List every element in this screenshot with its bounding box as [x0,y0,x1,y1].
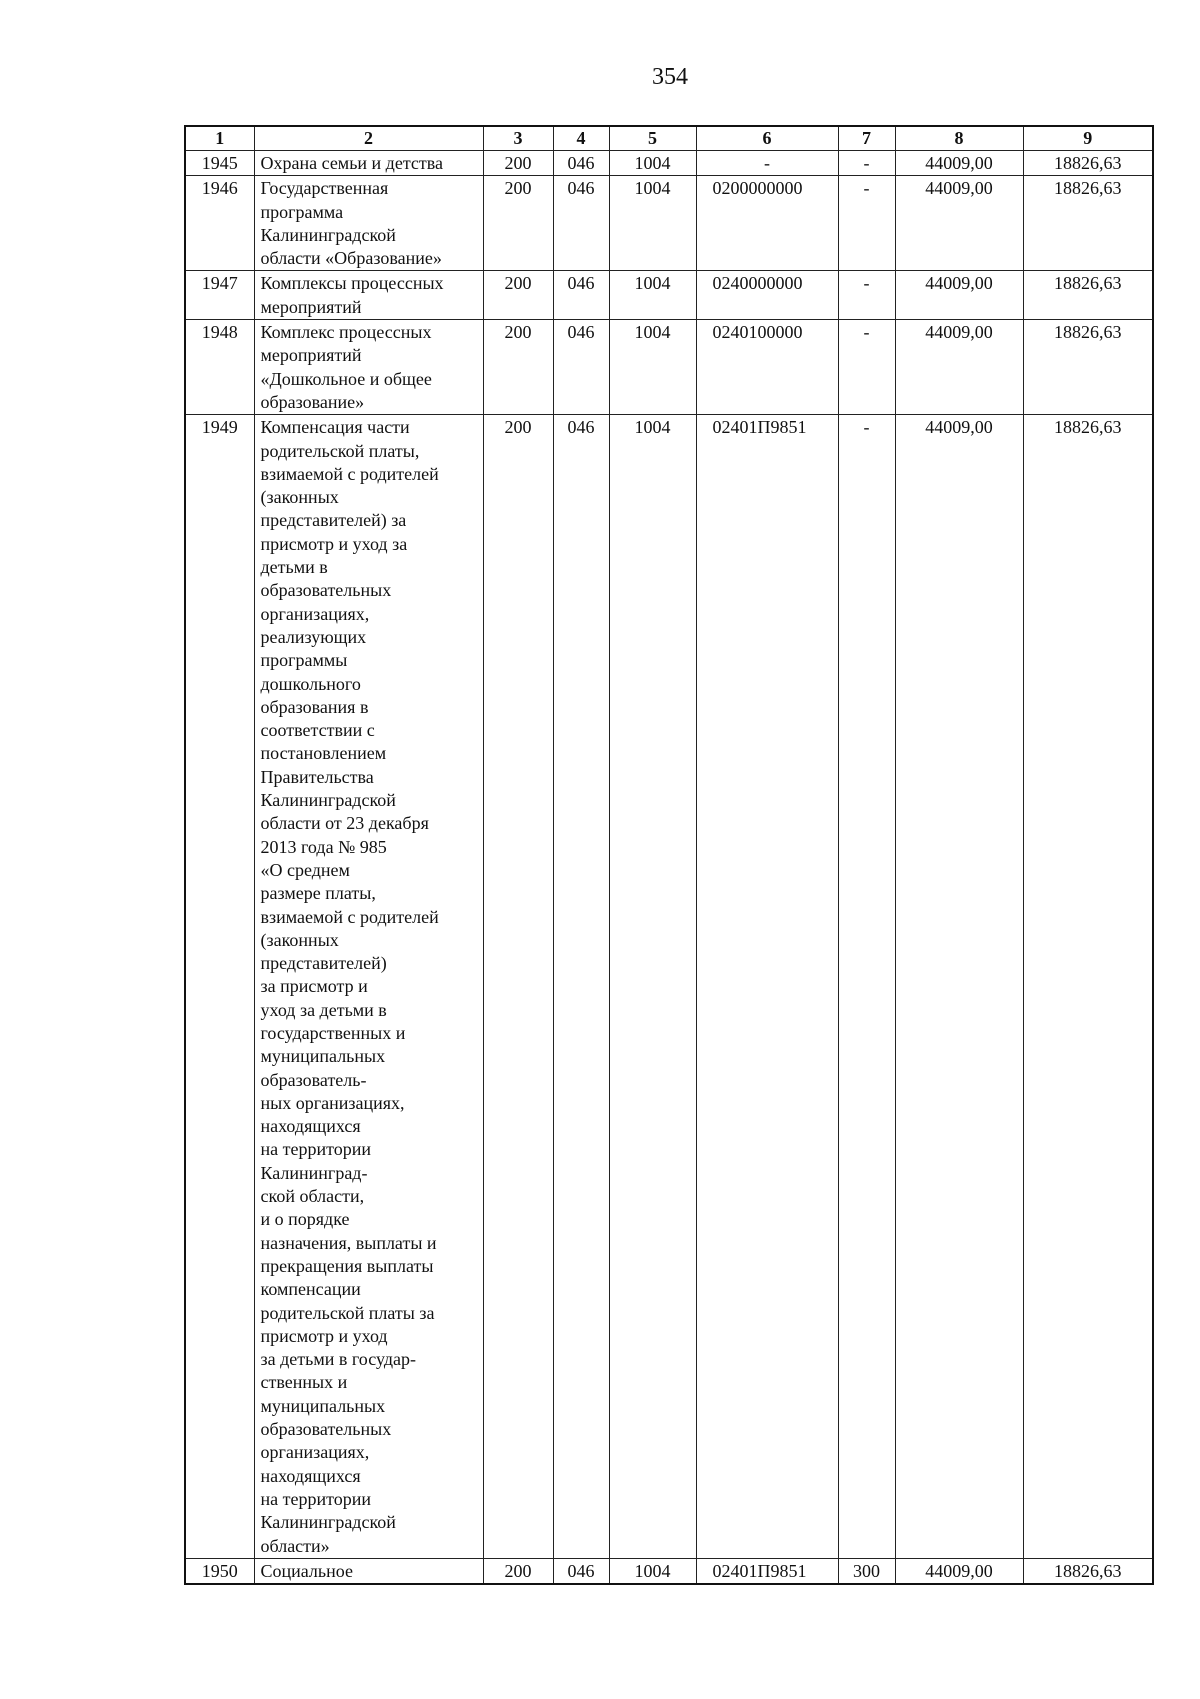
subsection-code: 1004 [609,271,696,320]
column-header: 1 [185,126,254,151]
grbs-code: 200 [483,320,553,415]
subsection-code: 1004 [609,176,696,271]
expense-type: - [838,320,895,415]
subsection-code: 1004 [609,151,696,176]
subsection-code: 1004 [609,415,696,1559]
row-number: 1945 [185,151,254,176]
amount-col9: 18826,63 [1023,271,1153,320]
target-code: - [696,151,838,176]
section-code: 046 [553,415,609,1559]
amount-col8: 44009,00 [895,151,1023,176]
amount-col9: 18826,63 [1023,1558,1153,1584]
amount-col9: 18826,63 [1023,176,1153,271]
row-name: Компенсация части родительской платы, взимаемой с родителей (законных представителей) за присмотр и уход за детьми в образовательных организациях, реализующих программы дошкольного образования в соответствии с постановлением Правительства Калининградской области от 23 декабря 2013 года № 985 «О среднем размере платы, взимаемой с родителей (законных представителей) за присмотр и уход за детьми в государственных и муниципальных образователь- ных организациях, находящихся на территории Калининград- ской области, и о порядке назначения, выплаты и прекращения выплаты компенсации родительской платы за присмотр и уход за детьми в государ- ственных и муниципальных образовательных организациях, находящихся на территории Калининградской области» [254,415,483,1559]
target-code: 0240100000 [696,320,838,415]
row-name: Комплекс процессных мероприятий «Дошкольное и общее образование» [254,320,483,415]
amount-col8: 44009,00 [895,176,1023,271]
section-code: 046 [553,271,609,320]
target-code: 0200000000 [696,176,838,271]
target-code: 0240000000 [696,271,838,320]
table-row [185,320,1153,415]
target-code: 02401П9851 [696,1558,838,1584]
column-header: 3 [483,126,553,151]
expense-type: - [838,271,895,320]
column-header: 9 [1023,126,1153,151]
table-row [185,176,1153,271]
table-row [185,415,1153,1559]
table-row [185,1558,1153,1584]
target-code: 02401П9851 [696,415,838,1559]
grbs-code: 200 [483,151,553,176]
amount-col9: 18826,63 [1023,151,1153,176]
amount-col9: 18826,63 [1023,415,1153,1559]
grbs-code: 200 [483,415,553,1559]
subsection-code: 1004 [609,1558,696,1584]
amount-col8: 44009,00 [895,271,1023,320]
budget-table [184,125,1154,1585]
table-row [185,271,1153,320]
header-row [185,126,1153,151]
amount-col9: 18826,63 [1023,320,1153,415]
row-name: Государственная программа Калининградской области «Образование» [254,176,483,271]
amount-col8: 44009,00 [895,1558,1023,1584]
table-row [185,151,1153,176]
subsection-code: 1004 [609,320,696,415]
row-name: Комплексы процессных мероприятий [254,271,483,320]
expense-type: - [838,415,895,1559]
column-header: 6 [696,126,838,151]
expense-type: - [838,151,895,176]
row-name: Социальное [254,1558,483,1584]
expense-type: 300 [838,1558,895,1584]
column-header: 2 [254,126,483,151]
row-number: 1949 [185,415,254,1559]
page-number: 354 [652,64,688,90]
row-number: 1948 [185,320,254,415]
section-code: 046 [553,1558,609,1584]
row-number: 1950 [185,1558,254,1584]
column-header: 5 [609,126,696,151]
column-header: 8 [895,126,1023,151]
row-name: Охрана семьи и детства [254,151,483,176]
row-number: 1946 [185,176,254,271]
amount-col8: 44009,00 [895,415,1023,1559]
grbs-code: 200 [483,176,553,271]
section-code: 046 [553,151,609,176]
grbs-code: 200 [483,1558,553,1584]
section-code: 046 [553,176,609,271]
section-code: 046 [553,320,609,415]
expense-type: - [838,176,895,271]
amount-col8: 44009,00 [895,320,1023,415]
grbs-code: 200 [483,271,553,320]
column-header: 4 [553,126,609,151]
column-header: 7 [838,126,895,151]
row-number: 1947 [185,271,254,320]
